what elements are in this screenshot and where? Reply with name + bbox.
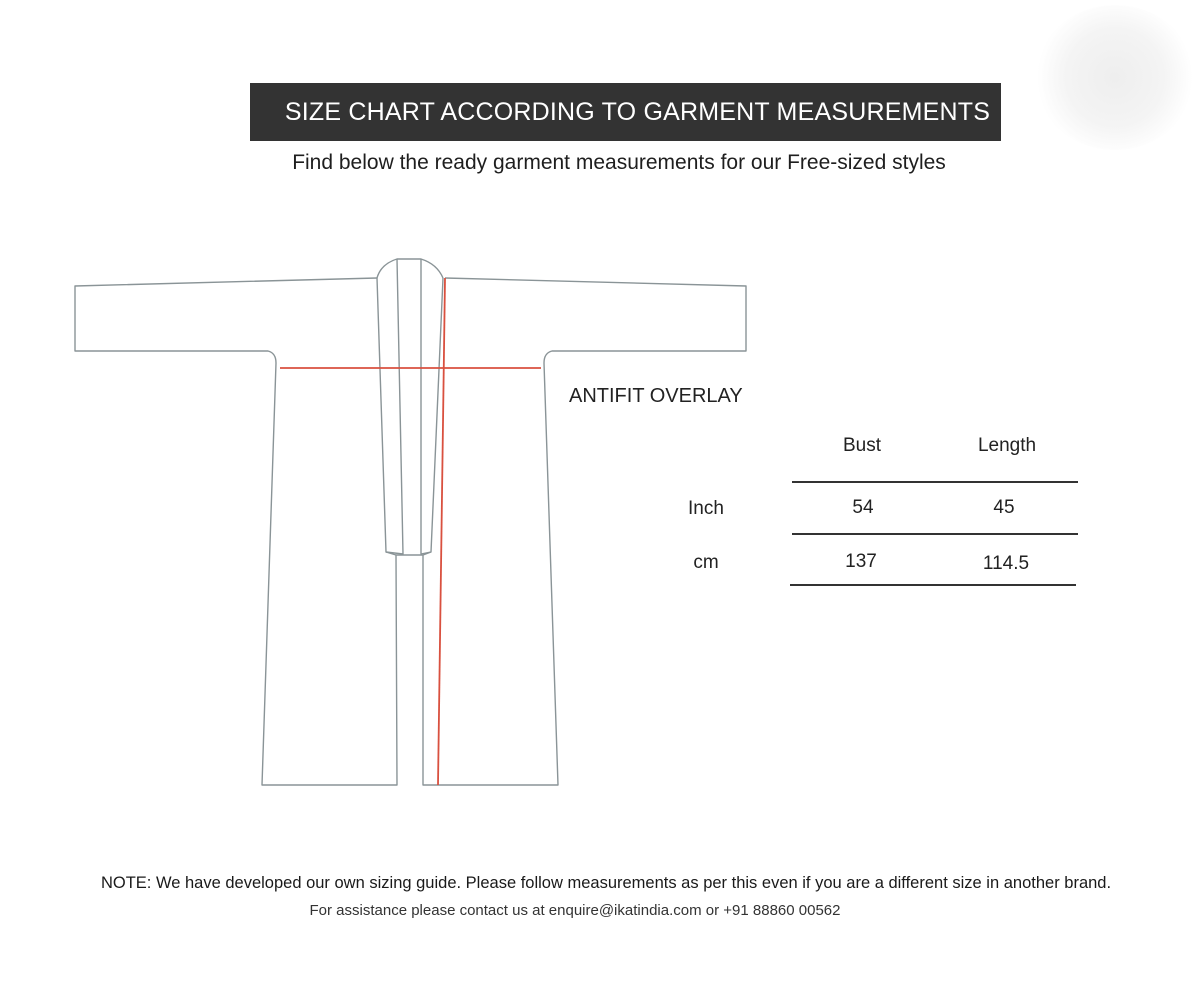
- cell-cm-length: 114.5: [982, 553, 1030, 574]
- size-table: [650, 425, 1090, 595]
- left-lapel: [377, 259, 403, 554]
- cell-inch-length: 45: [993, 497, 1015, 518]
- row-label-cm: cm: [693, 552, 719, 573]
- page-subtitle: Find below the ready garment measurements for our Free-sized styles: [292, 151, 946, 174]
- column-header-length: Length: [977, 435, 1037, 456]
- cell-cm-bust: 137: [845, 551, 877, 572]
- row-label-inch: Inch: [688, 498, 724, 519]
- page-title: [250, 83, 1001, 141]
- page-title-text: SIZE CHART ACCORDING TO GARMENT MEASUREMENTS: [284, 97, 991, 126]
- style-name: ANTIFIT OVERLAY: [569, 385, 743, 407]
- right-lapel: [421, 259, 443, 554]
- assistance-contact: For assistance please contact us at enquire@ikatindia.com or +91 88860 00562: [309, 902, 841, 919]
- column-header-bust: Bust: [842, 435, 882, 456]
- sizing-note: NOTE: We have developed our own sizing guide. Please follow measurements as per this even if you are a different size in another brand.: [100, 874, 1112, 892]
- corner-smudge: [1035, 5, 1195, 150]
- cell-inch-bust: 54: [852, 497, 874, 518]
- table-rule: [792, 481, 1078, 483]
- collar-outline: [377, 259, 443, 278]
- table-rule: [792, 533, 1078, 535]
- table-rule: [790, 584, 1076, 586]
- garment-outline: [75, 278, 746, 785]
